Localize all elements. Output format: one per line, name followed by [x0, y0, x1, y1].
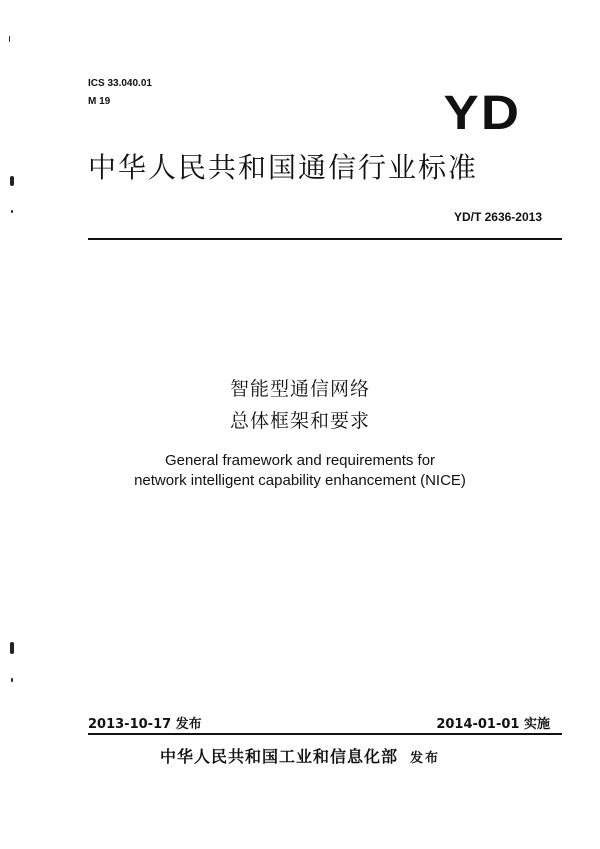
scan-speck — [10, 642, 14, 654]
classification-code: M 19 — [88, 96, 111, 107]
scan-speck — [10, 176, 14, 186]
en-title-line2: network intelligent capability enhancement (NICE) — [134, 472, 466, 489]
header-rule — [88, 238, 562, 240]
scan-speck — [11, 210, 13, 213]
implementation-date: 2014-01-01 实施 — [436, 717, 550, 732]
footer-rule — [88, 733, 562, 735]
standard-number: YD/T 2636-2013 — [453, 210, 542, 224]
publisher-name: 中华人民共和国工业和信息化部 — [159, 747, 398, 766]
zh-title-line2: 总体框架和要求 — [229, 410, 370, 432]
issue-date: 2013-10-17 发布 — [88, 717, 202, 732]
ics-code: ICS 33.040.01 — [88, 78, 152, 89]
scan-speck — [9, 36, 10, 42]
standard-title: 中华人民共和国通信行业标准 — [88, 151, 479, 184]
yd-logo: YD — [443, 87, 522, 140]
publish-suffix: 发布 — [410, 751, 441, 766]
en-title-line1: General framework and requirements for — [164, 452, 436, 469]
scan-speck — [11, 678, 13, 682]
zh-title-line1: 智能型通信网络 — [229, 378, 370, 400]
publisher-line — [0, 744, 600, 767]
